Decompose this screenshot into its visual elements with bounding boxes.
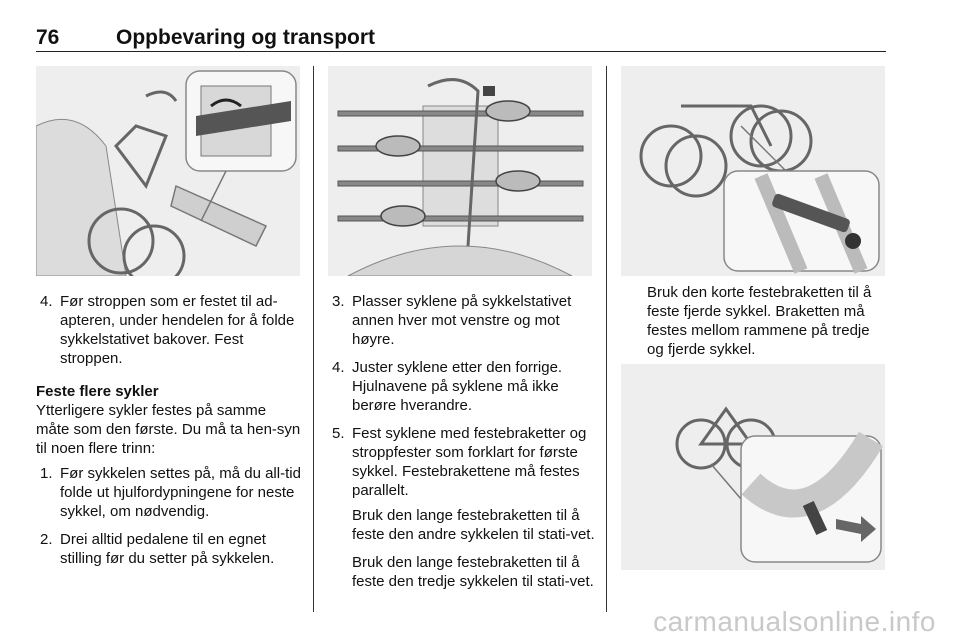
bike-placement-list bbox=[328, 292, 596, 500]
watermark: carmanualsonline.info bbox=[653, 606, 936, 637]
list-item bbox=[328, 292, 596, 349]
list-number: 3. bbox=[332, 293, 345, 310]
page-title: Oppbevaring og transport bbox=[116, 26, 376, 49]
short-bracket-drawing bbox=[621, 66, 885, 276]
column-1 bbox=[36, 292, 302, 577]
short-bracket-paragraph: Bruk den korte festebraketten til å feste fjerde sykkel. Braketten må festes mellom rammene på tredje og fjerde sykkel. bbox=[647, 284, 872, 358]
list-item bbox=[36, 464, 302, 521]
list-text: Før stroppen som er festet til ad-apteren, under hendelen for å folde sykkelstativet bakover. Fest stroppen. bbox=[60, 293, 295, 367]
multi-bike-list bbox=[36, 464, 302, 568]
list-text: Plasser syklene på sykkelstativet annen hver mot venstre og mot høyre. bbox=[352, 293, 572, 348]
sub-paragraph: Bruk den lange festebraketten til å feste den tredje sykkelen til stati-vet. bbox=[352, 554, 594, 590]
illustration-bike-rear-strap bbox=[36, 66, 300, 276]
list-text: Før sykkelen settes på, må du all-tid folde ut hjulfordypningene for neste sykkel, om nødvendig. bbox=[60, 465, 301, 520]
column-divider-left bbox=[313, 66, 314, 612]
list-item bbox=[328, 424, 596, 500]
illustration-strap-arrow bbox=[621, 364, 885, 570]
page-number: 76 bbox=[36, 26, 60, 49]
section-paragraph: Ytterligere sykler festes på samme måte som den første. Du må ta hen-syn til noen flere trinn: bbox=[36, 402, 301, 457]
illustration-four-bikes-top-view bbox=[328, 66, 592, 276]
list-number: 4. bbox=[332, 359, 345, 376]
sub-paragraph: Bruk den lange festebraketten til å feste den andre sykkelen til stati-vet. bbox=[352, 507, 595, 543]
list-item bbox=[36, 292, 302, 368]
column-2 bbox=[328, 292, 596, 600]
list-number: 4. bbox=[40, 293, 53, 310]
bike-carrier-drawing bbox=[36, 66, 300, 276]
strap-arrow-drawing bbox=[621, 364, 885, 570]
list-item bbox=[36, 530, 302, 568]
list-text: Drei alltid pedalene til en egnet stilling før du setter på sykkelen. bbox=[60, 531, 275, 567]
list-number: 2. bbox=[40, 531, 53, 548]
column-divider-right bbox=[606, 66, 607, 612]
list-number: 1. bbox=[40, 465, 53, 482]
illustration-short-bracket bbox=[621, 66, 885, 276]
four-bikes-drawing bbox=[328, 66, 592, 276]
list-item bbox=[328, 358, 596, 415]
list-text: Juster syklene etter den forrige. Hjulnavene på syklene må ikke berøre hverandre. bbox=[352, 359, 563, 414]
step-list-continued bbox=[36, 292, 302, 368]
section-heading: Feste flere sykler bbox=[36, 383, 159, 400]
list-number: 5. bbox=[332, 425, 345, 442]
list-text: Fest syklene med festebraketter og stroppfester som forklart for første sykkel. Festebrakettene må festes parallelt. bbox=[352, 425, 587, 499]
column-3 bbox=[647, 283, 887, 359]
header-rule bbox=[36, 51, 886, 52]
page-header bbox=[36, 26, 886, 52]
